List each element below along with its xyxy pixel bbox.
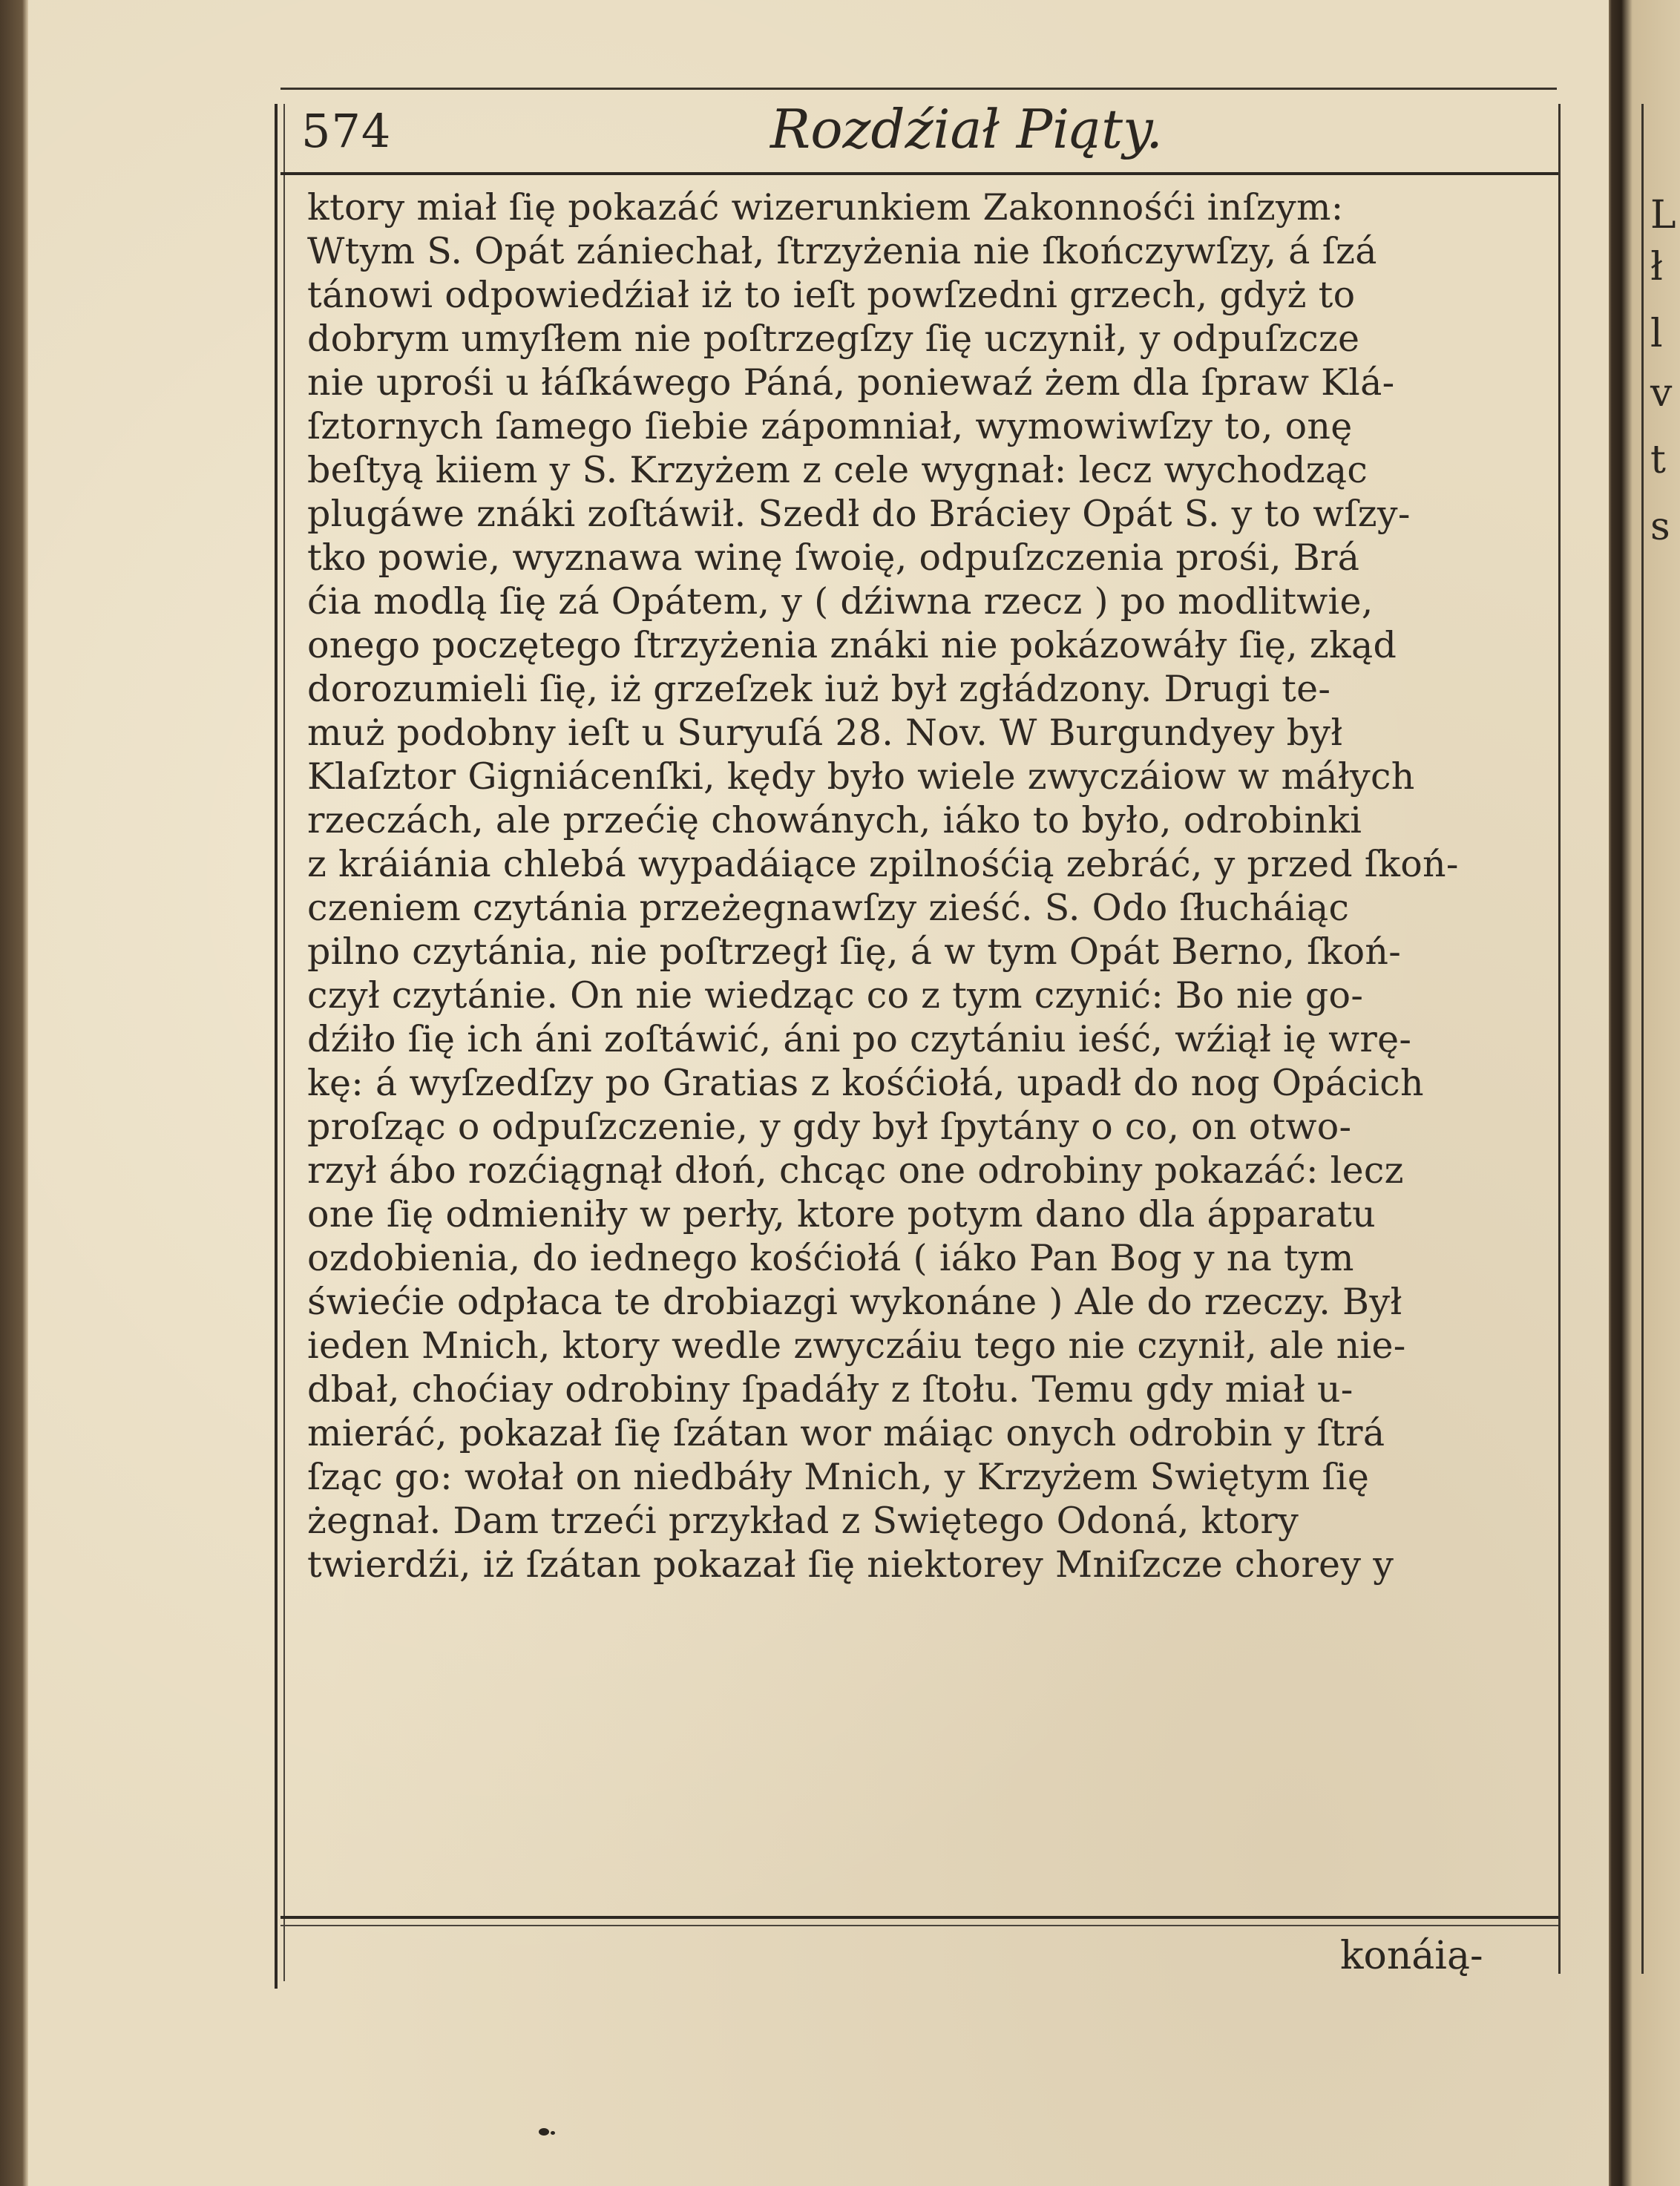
facing-page-letter: ł	[1650, 245, 1663, 289]
text-line: czeniem czytánia przeżegnawſzy zieść. S. Odo ſłucháiąc	[307, 887, 1350, 929]
text-line: mieráć, pokazał ſię ſzátan wor máiąc onych odrobin y ſtrá	[307, 1412, 1385, 1454]
facing-page-letter: t	[1650, 438, 1666, 482]
header-rule	[280, 172, 1558, 175]
ink-spot	[539, 2128, 549, 2136]
text-line: świećie odpłaca te drobiazgi wykonáne ) Ale do rzeczy. Był	[307, 1281, 1402, 1323]
text-line: dorozumieli ſię, iż grzeſzek iuż był zgłádzony. Drugi te-	[307, 668, 1331, 710]
bottom-rule	[280, 1916, 1558, 1919]
text-line: dbał, choćiay odrobiny ſpadáły z ſtołu. Temu gdy miał u-	[307, 1368, 1353, 1411]
text-line: ſztornych ſamego ſiebie zápomniał, wymowiwſzy to, onę	[307, 405, 1353, 447]
text-line: dźiło ſię ich áni zoſtáwić, áni po czytániu ieść, wźiął ię wrę-	[307, 1018, 1412, 1060]
text-line: kę: á wyſzedſzy po Gratias z kośćiołá, upadł do nog Opácich	[307, 1062, 1424, 1104]
text-line: dobrym umyſłem nie poſtrzegſzy ſię uczynił, y odpuſzcze	[307, 318, 1360, 360]
left-frame-rule	[275, 104, 278, 1989]
catchword: konáią-	[1340, 1934, 1483, 1978]
facing-page-edge	[1621, 89, 1680, 2018]
text-line: żegnał. Dam trzeći przykład z Swiętego Odoná, ktory	[307, 1500, 1299, 1542]
text-line: onego poczętego ſtrzyżenia znáki nie pokázowáły ſię, zkąd	[307, 624, 1397, 666]
text-line: rzeczách, ale przećię chowánych, iáko to było, odrobinki	[307, 799, 1362, 841]
text-line: muż podobny ieſt u Suryuſá 28. Nov. W Burgundyey był	[307, 712, 1343, 754]
book-page	[28, 0, 1609, 2186]
ink-spot	[551, 2131, 555, 2135]
text-line: ćia modlą ſię zá Opátem, y ( dźiwna rzecz ) po modlitwie,	[307, 580, 1374, 623]
facing-page-letter: s	[1650, 505, 1670, 549]
text-line: nie uprośi u łáſkáwego Páná, poniewaź żem dla ſpraw Klá-	[307, 361, 1395, 404]
text-line: plugáwe znáki zoſtáwił. Szedł do Bráciey Opát S. y to wſzy-	[307, 493, 1411, 535]
text-line: ſząc go: wołał on niedbáły Mnich, y Krzyżem Swiętym ſię	[307, 1456, 1370, 1498]
text-line: tánowi odpowiedźiał iż to ieſt powſzedni grzech, gdyż to	[307, 274, 1356, 316]
body-text	[307, 186, 1561, 1586]
text-line: Klaſztor Gigniácenſki, kędy było wiele zwyczáiow w máłych	[307, 755, 1415, 798]
text-line: twierdźi, iż ſzátan pokazał ſię niektorey Mniſzcze chorey y	[307, 1543, 1394, 1586]
text-line: ieden Mnich, ktory wedle zwyczáiu tego nie czynił, ale nie-	[307, 1325, 1406, 1367]
top-rule	[280, 88, 1557, 90]
text-line: tko powie, wyznawa winę ſwoię, odpuſzczenia prośi, Brá	[307, 536, 1360, 579]
facing-page-letter: l	[1650, 312, 1663, 356]
text-line: pilno czytánia, nie poſtrzegł ſię, á w tym Opát Berno, ſkoń-	[307, 930, 1402, 973]
page-number: 574	[301, 104, 392, 158]
text-line: Wtym S. Opát zániechał, ſtrzyżenia nie ſkończywſzy, á ſzá	[307, 230, 1377, 272]
left-frame-inner-rule	[283, 104, 285, 1981]
facing-page-letter: L	[1650, 193, 1676, 237]
text-line: ktory miał ſię pokazáć wizerunkiem Zakonnośći inſzym:	[307, 186, 1344, 229]
facing-page-frame-rule	[1641, 104, 1644, 1974]
running-head: Rozdźiał Piąty.	[770, 98, 1164, 160]
text-line: ozdobienia, do iednego kośćiołá ( iáko Pan Bog y na tym	[307, 1237, 1354, 1279]
bottom-inner-rule	[280, 1925, 1558, 1926]
text-line: rzył ábo rozćiągnął dłoń, chcąc one odrobiny pokazáć: lecz	[307, 1149, 1404, 1192]
text-line: czył czytánie. On nie wiedząc co z tym czynić: Bo nie go-	[307, 974, 1364, 1017]
text-line: proſząc o odpuſzczenie, y gdy był ſpytány o co, on otwo-	[307, 1106, 1352, 1148]
text-line: z kráiánia chlebá wypadáiące zpilnośćią zebráć, y przed ſkoń-	[307, 843, 1459, 885]
facing-page-letter: v	[1650, 371, 1673, 416]
text-line: beſtyą kiiem y S. Krzyżem z cele wygnał: lecz wychodząc	[307, 449, 1368, 491]
text-line: one ſię odmieniły w perły, ktore potym dano dla ápparatu	[307, 1193, 1376, 1235]
